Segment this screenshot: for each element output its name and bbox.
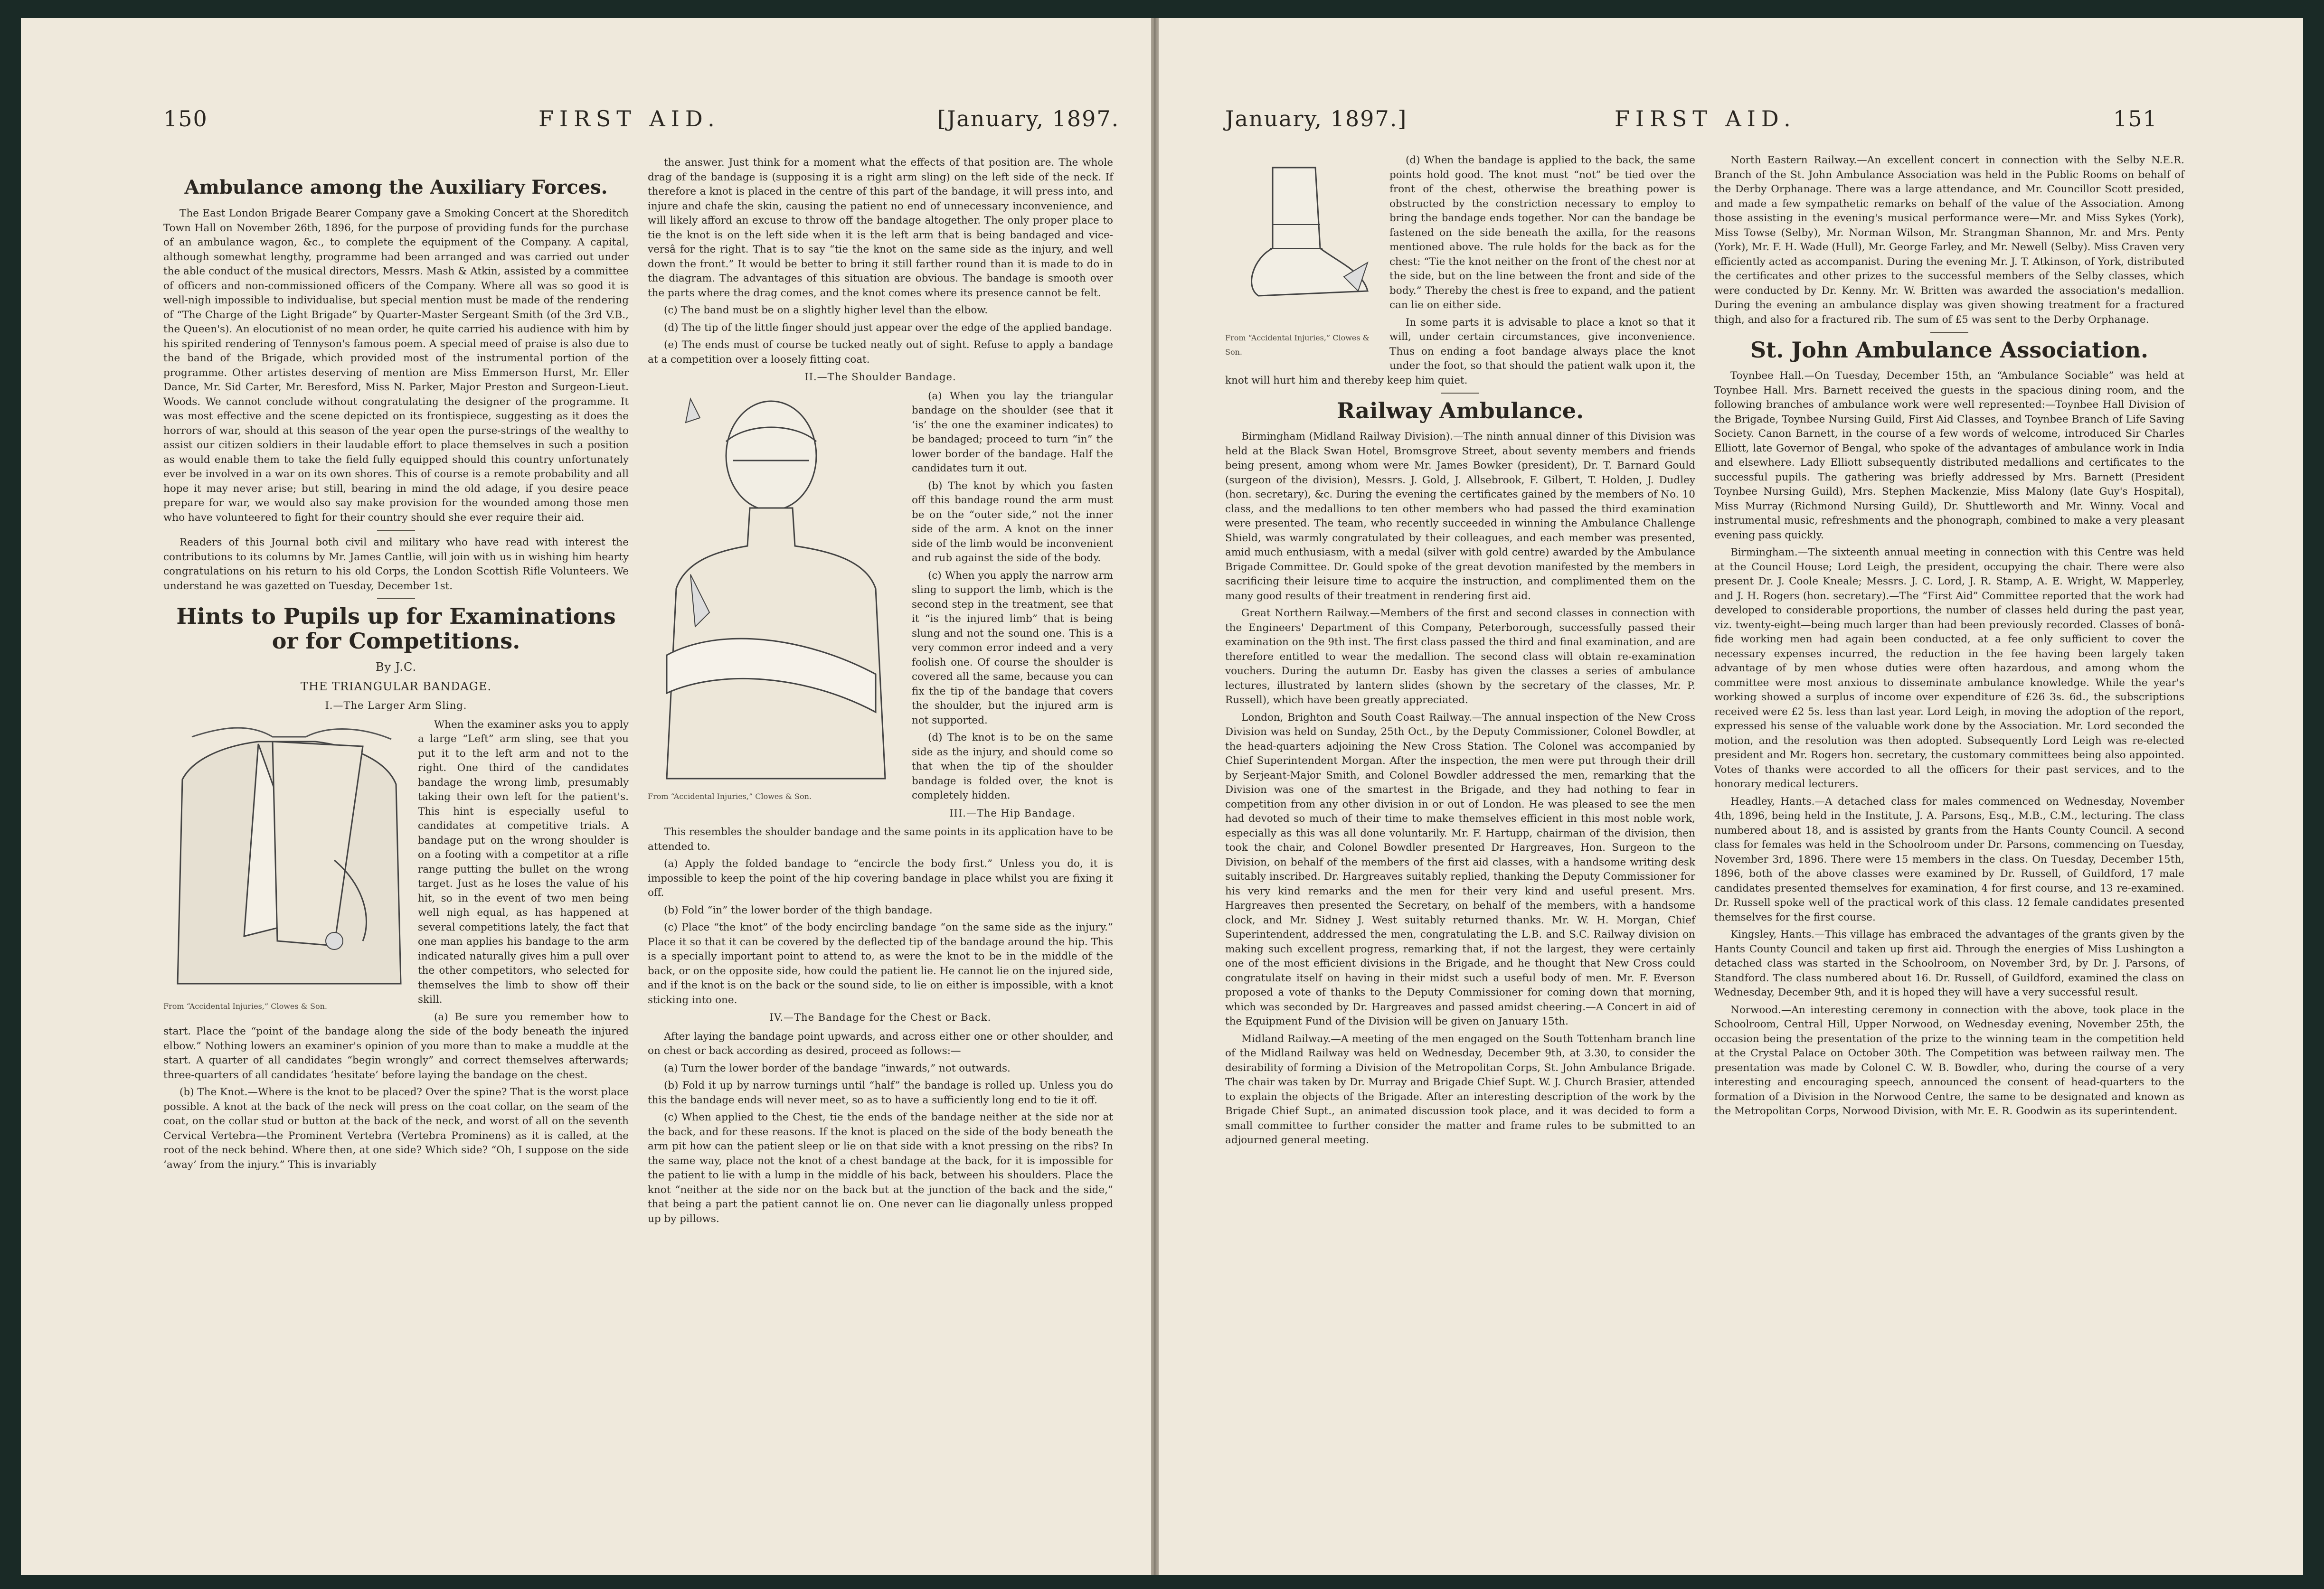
paragraph: When the examiner asks you to apply a large “Left” arm sling, see that you put it to the left arm and not to the right. One third of the candidates bandage the wrong limb, presumably taking their own left for the patient's. This hint is especially useful to candidates at competitive trials. A bandage put on the wrong shoulder is on a footing with a competitor at a rifle range putting the bullet on the wrong target. Just as he loses the value of his hit, so in the event of two men being well nigh equal, as has happened at several competitions lately, the fact that one man applies his bandage to the arm indicated naturally gives him a pull over the other competitors, who selected for themselves the limb to show off their skill. [418, 718, 629, 1006]
paragraph: (b) Fold “in” the lower border of the thigh bandage. [664, 904, 933, 916]
figure-foot-bandage [1225, 153, 1382, 365]
paragraph: (a) Be sure you remember how to start. Place the “point of the bandage along the side of the body beneath the injured elbow.” Nothing lowers an examiner's opinion of you more than to make a muddle at the start. A quarter of all candidates “begin wrongly” and correct themselves afterwards; three-quarters of all candidates ‘hesitate’ before laying the bandage on the chest. [163, 1011, 629, 1081]
paragraph: Great Northern Railway.—Members of the first and second classes in connection with the Engineers' Department of this Company, Peterborough, successfully passed their examination on the 9th inst. The first class passed the third and final examination, and are therefore entitled to wear the medallion. The second class will obtain re-examination vouchers. During the autumn Dr. Easby has given the classes a series of ambulance lectures, illustrated by lantern slides (shown by the secretary of the classes, Mr. P. Russell), which have been greatly appreciated. [1225, 607, 1695, 706]
paragraph: (d) The tip of the little finger should just appear over the edge of the applied bandage. [664, 321, 1112, 334]
paragraph: Birmingham.—The sixteenth annual meeting in connection with this Centre was held at the Council House; Lord Leigh, the president, occupying the chair. There were also present Dr. J. Coole Kneale; Messrs. J. C. Lord, J. R. Stamp, A. E. Wright, W. Mapperley, and J. H. Rogers (hon. secretary).—The “First Aid” Committee reported that the work had developed to considerable proportions, the number of classes held during the past year, viz. twenty-eight—being much larger than had been previously recorded. Classes of bonâ-fide working men had again been conducted, at a fee only sufficient to cover the necessary expenses incurred, the reduction in the fee having been largely taken advantage of by men whose duties were often hazardous, and among whom the committee were most anxious to disseminate ambulance knowledge. While the year's working showed a surplus of income over expenditure of £26 3s. 6d., the subscriptions received were £2 5s. less than last year. Lord Leigh, in moving the adoption of the report, expressed his sense of the valuable work done by the Association. Mr. Lord seconded the motion, and the resolution was then adopted. Subsequently Lord Leigh was re-elected president and Mr. Rogers hon. secretary, the customary committees being also appointed. Votes of thanks were accorded to all the officers for their past services, and to the honorary medical lecturers. [1714, 546, 2184, 790]
article-heading: Railway Ambulance. [1336, 398, 1584, 423]
paragraph: Headley, Hants.—A detached class for males commenced on Wednesday, November 4th, 1896, being held in the Institute, J. A. Parsons, Esq., M.B., C.M., lecturing. The class numbered about 18, and is assisted by grants from the Hants County Council. A second class for females was held in the Schoolroom under Dr. Parsons, commencing on Tuesday, November 3rd, 1896. There were 15 members in the class. On Tuesday, December 15th, 1896, both of the above classes were examined by Dr. Russell, of Guildford, 17 male candidates presented themselves for examination, 4 for first course, and 13 re-examined. Dr. Russell spoke well of the practical work of this class. 12 female candidates presented themselves for the first course. [1714, 795, 2184, 923]
paragraph: (d) The knot is to be on the same side as the injury, and should come so that when the tip of the shoulder bandage is folded over, the knot is completely hidden. [912, 732, 1113, 801]
issue-date: [January, 1897. [937, 106, 1120, 132]
section-heading: III.—The Hip Bandage. [949, 807, 1076, 819]
journal-title: FIRST AID. [538, 106, 720, 132]
paragraph: (d) When the bandage is applied to the back, the same points hold good. The knot must “not” be tied over the front of the chest, otherwise the breathing power is obstructed by the constriction necessary to employ to bring the bandage ends together. Nor can the bandage be fastened on the side beneath the axilla, for the reasons mentioned above. The rule holds for the back as for the chest: “Tie the knot neither on the front of the chest nor at the side, but on the line between the front and side of the body.” Thereby the chest is free to expand, and the patient can lie on either side. [1389, 154, 1695, 311]
paragraph: London, Brighton and South Coast Railway.—The annual inspection of the New Cross Division was held on Sunday, 25th Oct., by the Deputy Commissioner, Colonel Bowdler, at the head-quarters adjoining the New Cross Station. The Colonel was accompanied by Chief Superintendent Morgan. After the inspection, the men were put through their drill by Serjeant-Major Smith, and Colonel Bowdler addressed the men, remarking that the Division was one of the smartest in the Brigade, and they had nothing to fear in competition from any other division in or out of London. He was pleased to see the men had devoted so much of their time to make themselves efficient in this most noble work, especially as this was all done voluntarily. Mr. F. Hartupp, chairman of the division, then took the chair, and Colonel Bowdler presented Dr Hargreaves, Hon. Surgeon to the Division, on behalf of the members of the first aid classes, with a handsome writing desk suitably inscribed. Dr. Hargreaves suitably replied, thanking the Deputy Commissioner for his very kind remarks and the men for their very kind and useful present. Mrs. Hargreaves then presented the Secretary, on behalf of the members, with a handsome clock, and Mr. Sidney J. West suitably returned thanks. Mr. W. H. Morgan, Chief Superintendent, addressed the men, congratulating the L.B. and S.C. Railway division on making such excellent progress, remarking that, if not the largest, they were certainly one of the most efficient divisions in the Brigade, and he thought that New Cross could congratulate itself on having in their midst such a useful body of men. Mr. F. Everson proposed a vote of thanks to the Deputy Commissioner for coming down that morning, which was seconded by Dr. Hargreaves and passed amidst cheering.—A Concert in aid of the Equipment Fund of the Division will be given on January 15th. [1225, 711, 1695, 1027]
section-heading: IV.—The Bandage for the Chest or Back. [769, 1012, 992, 1023]
right-column-1 [1225, 153, 1695, 1151]
figure-arm-sling [163, 718, 410, 1019]
paragraph: (c) Place “the knot” of the body encircling bandage “on the same side as the injury.” Place it so that it can be covered by the deflected tip of the bandage around the hip. This is a specially important point to attend to, as were the knot to be in the middle of the back, or on the opposite side, how could the patient lie. He cannot lie on the injured side, and if the knot is on the back or the sound side, to lie on either is impossible, with a knot sticking into one. [648, 921, 1113, 1006]
figure-caption: From “Accidental Injuries,” Clowes & Son. [648, 792, 812, 801]
paragraph: Kingsley, Hants.—This village has embraced the advantages of the grants given by the Hants County Council and taken up first aid. Through the energies of Miss Lushington a detached class was started in the Schoolroom, on November 3rd, by Dr. J. Parsons, of Standford. The class numbered about 16. Dr. Russell, of Guildford, examined the class on Wednesday, December 9th, and it is hoped they will have a very successful result. [1714, 929, 2184, 998]
paragraph: (b) Fold it up by narrow turnings until “half” the bandage is rolled up. Unless you do this the bandage ends will never meet, so as to have a sufficiently long end to tie it off. [648, 1080, 1113, 1106]
shoulder-bandage-illustration [648, 389, 904, 783]
divider [1441, 393, 1479, 394]
figure-shoulder-bandage [648, 389, 904, 809]
page-number: 151 [2113, 106, 2158, 132]
paragraph: (c) When you apply the narrow arm sling to support the limb, which is the second step in the treatment, see that it “is the injured limb” that is being slung and not the sound one. This is a very common error indeed and a very foolish one. Of course the shoulder is covered all the same, because you can fix the tip of the bandage that covers the shoulder, but the injured arm is not supported. [912, 569, 1113, 726]
foot-bandage-illustration [1225, 153, 1382, 324]
paragraph: (a) When you lay the triangular bandage on the shoulder (see that it ‘is’ the one the examiner indicates) to be bandaged; proceed to turn “in” the lower border of the bandage. Half the candidates turn it out. [912, 390, 1113, 474]
paragraph: (a) Turn the lower border of the bandage “inwards,” not outwards. [664, 1062, 1011, 1074]
paragraph: After laying the bandage point upwards, and across either one or other shoulder, and on chest or back according as desired, proceed as follows:— [648, 1030, 1113, 1057]
byline: By J.C. [375, 660, 417, 674]
journal-title: FIRST AID. [1615, 106, 1796, 132]
left-page [21, 18, 1151, 1575]
right-column-2 [1714, 153, 2184, 1122]
paragraph: (a) Apply the folded bandage to “encircle the body first.” Unless you do, it is impossible to keep the point of the hip covering bandage in place whilst you are fixing it off. [648, 858, 1113, 899]
paragraph: Readers of this Journal both civil and military who have read with interest the contributions to its columns by Mr. James Cantlie, will join with us in wishing him hearty congratulations on his return to his old Corps, the London Scottish Rifle Volunteers. We understand he was gazetted on Tuesday, December 1st. [163, 536, 629, 592]
paragraph: This resembles the shoulder bandage and the same points in its application have to be attended to. [648, 826, 1113, 853]
article-heading: Hints to Pupils up for Examinations or for Competitions. [176, 603, 616, 654]
paragraph: (e) The ends must of course be tucked neatly out of sight. Refuse to apply a bandage at a competition over a loosely fitting coat. [648, 339, 1113, 366]
section-heading: II.—The Shoulder Bandage. [804, 371, 956, 383]
article-subtitle: THE TRIANGULAR BANDAGE. [300, 679, 492, 693]
paragraph: Norwood.—An interesting ceremony in connection with the above, took place in the Schoolroom, Central Hill, Upper Norwood, on Wednesday evening, November 25th, the occasion being the presentation of the prize to the winning team in the competition held at the Crystal Palace on October 30th. The Competition was between railway men. The presentation was made by Colonel C. W. B. Bowdler, who, during the course of a very interesting and encouraging speech, announced the consent of head-quarters to the formation of a Division in the Norwood Centre, the same to be designated and known as the Metropolitan Corps, Norwood Division, with Mr. E. R. Goodwin as its superintendent. [1714, 1004, 2184, 1117]
paragraph: Toynbee Hall.—On Tuesday, December 15th, an “Ambulance Sociable” was held at Toynbee Hall. Mrs. Barnett received the guests in the spacious dining room, and the following branches of ambulance work were well represented:—Toynbee Hall Division of the Brigade, Toynbee Nursing Guild, First Aid Classes, and Toynbee Branch of Life Saving Society. Canon Barnett, in the course of a few words of welcome, introduced Sir Charles Elliott, late Governor of Bengal, who spoke of the advantages of ambulance work in India and elsewhere. Lady Elliott subsequently distributed medallions and certificates to the successful pupils. The gathering was briefly addressed by Mrs. Barnett (President Toynbee Nursing Guild), Mrs. Stephen Mackenzie, Miss Malony (late Guy's Hospital), Miss Murray (Richmond Nursing Guild), Dr. Shuttleworth and Mr. Winny. Vocal and instrumental music, refreshments and the phonograph, combined to make a very pleasant evening pass quickly. [1714, 370, 2184, 541]
article-heading: Ambulance among the Auxiliary Forces. [184, 176, 608, 198]
left-column-1 [163, 172, 629, 1175]
right-page [1159, 18, 2303, 1575]
page-number: 150 [163, 106, 208, 132]
divider [377, 530, 415, 531]
divider [377, 598, 415, 599]
paragraph: Birmingham (Midland Railway Division).—The ninth annual dinner of this Division was held at the Black Swan Hotel, Bromsgrove Street, about seventy members and friends being present, among whom were Mr. James Bowker (president), Dr. T. Barnard Gould (surgeon of the division), Messrs. J. Gold, J. Allsebrook, F. Gilbert, T. Holden, J. Dudley (hon. secretary), &c. During the evening the certificates gained by the members of No. 10 class, and the medallions to ten other members who had passed the third examination were presented. The team, who recently succeeded in winning the Ambulance Challenge Shield, was warmly congratulated by their colleagues, and each member was presented, amid much enthusiasm, with a medal (silver with gold centre) awarded by the Ambulance Brigade Committee. Dr. Gould spoke of the great devotion manifested by the members in sacrificing their leisure time to acquire the instruction, and complimented them on the many good results of their treatment in rendering first aid. [1225, 431, 1695, 602]
divider [1930, 332, 1968, 333]
arm-sling-illustration [163, 718, 410, 993]
issue-date: January, 1897.] [1225, 106, 1408, 132]
paragraph: (b) The knot by which you fasten off this bandage round the arm must be on the “outer side,” not the inner side of the arm. A knot on the inner side of the limb would be inconvenient and rub against the side of the body. [912, 480, 1113, 564]
paragraph: (b) The Knot.—Where is the knot to be placed? Over the spine? That is the worst place possible. A knot at the back of the neck will press on the coat collar, on the seam of the coat, on the collar stud or button at the back of the neck, and worst of all on the seventh Cervical Vertebra—the Prominent Vertebra (Vertebra Prominens) as it is called, at the root of the neck behind. Where then, at one side? Which side? “Oh, I suppose on the side ‘away’ from the injury.” This is invariably [163, 1086, 629, 1171]
figure-caption: From “Accidental Injuries,” Clowes & Son. [1225, 333, 1370, 357]
paragraph: In some parts it is advisable to place a knot so that it will, under certain circumstances, give inconvenience. Thus on ending a foot bandage always place the knot under the foot, so that should the patient walk upon it, the knot will hurt him and thereby keep him quiet. [1225, 316, 1695, 386]
figure-caption: From “Accidental Injuries,” Clowes & Son. [163, 1002, 327, 1011]
article-heading: St. John Ambulance Association. [1750, 337, 2149, 363]
paragraph: The East London Brigade Bearer Company gave a Smoking Concert at the Shoreditch Town Hall on November 26th, 1896, for the purpose of providing funds for the purchase of an ambulance wagon, &c., to complete the equipment of the Company. A capital, although somewhat lengthy, programme had been arranged and was carried out under the able conduct of the musical directors, Messrs. Mash & Atkin, assisted by a committee of officers and non-commissioned officers of the Company. Where all was so good it is well-nigh impossible to individualise, but special mention must be made of the rendering of “The Charge of the Light Brigade” by Quarter-Master Sergeant Smith (of the 3rd V.B., the Queen's). An elocutionist of no mean order, he quite carried his audience with him by his spirited rendering of Tennyson's famous poem. A special meed of praise is also due to the band of the Brigade, which provided most of the instrumental portion of the programme. Other artistes deserving of mention are Miss Emmerson Hurst, Mr. Eller Dance, Mr. Sid Carter, Mr. Beresford, Miss N. Parker, Major Preston and Surgeon-Lieut. Woods. We cannot conclude without congratulating the designer of the programme. It was most effective and the scene depicted on its frontispiece, suggesting as it does the horrors of war, should at this season of the year open the purse-strings of the wealthy to assist our citizen soldiers in their laudable effort to place themselves in such a position as would enable them to take the field fully equipped should this country unfortunately ever be involved in a war on its own shores. This of course is a remote probability and all hope it may never arise; but still, bearing in mind the old adage, if you desire peace prepare for war, we would also say make provision for the wounded among those men who have volunteered to fight for their country should she ever require their aid. [163, 207, 629, 524]
paragraph: the answer. Just think for a moment what the effects of that position are. The whole drag of the bandage is (supposing it is a right arm sling) on the left side of the neck. If therefore a knot is placed in the centre of this part of the bandage, it will press into, and injure and chafe the skin, causing the patient no end of unnecessary inconvenience, and will likely afford an excuse to throw off the bandage altogether. The only proper place to tie the knot is on the left side when it is the left arm that is being bandaged and vice-versâ for the right. That is to say “tie the knot on the same side as the injury, and well down the front.” It would be better to bring it still farther round than it is made to do in the diagram. The advantages of this situation are obvious. The bandage is smooth over the parts where the drag comes, and the knot comes where its presence cannot be felt. [648, 157, 1113, 299]
section-heading: I.—The Larger Arm Sling. [325, 700, 467, 711]
left-column-2 [648, 156, 1113, 1229]
paragraph: Midland Railway.—A meeting of the men engaged on the South Tottenham branch line of the Midland Railway was held on Wednesday, December 9th, at 3.30, to consider the desirability of forming a Division of the Metropolitan Corps, St. John Ambulance Brigade. The chair was taken by Dr. Murray and Brigade Chief Supt. W. J. Church Brasier, attended to explain the objects of the Brigade. After an interesting description of the work by the Brigade Chief Supt., an animated discussion took place, and it was decided to form a small committee to further consider the matter and frame rules to be submitted to an adjourned general meeting. [1225, 1033, 1695, 1146]
paragraph: (c) When applied to the Chest, tie the ends of the bandage neither at the side nor at the back, and for these reasons. If the knot is placed on the side of the body beneath the arm pit how can the patient sleep or lie on that side with a knot pressing on the ribs? In the same way, place not the knot of a chest bandage at the back, for it is impossible for the patient to lie with a lump in the middle of his back, between his shoulders. Place the knot “neither at the side nor on the back but at the junction of the back and the side,” that being a part the patient cannot lie on. One never can lie diagonally unless propped up by pillows. [648, 1111, 1113, 1225]
paragraph: North Eastern Railway.—An excellent concert in connection with the Selby N.E.R. Branch of the St. John Ambulance Association was held in the Public Rooms on behalf of the Derby Orphanage. There was a large attendance, and Mr. Councillor Scott presided, and made a few sympathetic remarks on behalf of the value of the Association. Among those assisting in the evening's musical performance were—Mr. and Miss Sykes (York), Miss Towse (Selby), Mr. Norman Wilson, Mr. Strangman Shannon, Mr. and Mrs. Penty (York), Mr. F. H. Wade (Hull), Mr. George Farley, and Mr. Newell (Selby). Miss Craven very efficiently acted as accompanist. During the evening Mr. J. T. Atkinson, of York, distributed the certificates and other prizes to the successful members of the Selby classes, which were conducted by Dr. Kenny. Mr. W. Britten was awarded the association's medallion. During the evening an ambulance display was given showing treatment for a fractured thigh, and also for a fractured rib. The sum of £5 was sent to the Derby Orphanage. [1714, 154, 2184, 326]
paragraph: (c) The band must be on a slightly higher level than the elbow. [664, 304, 988, 316]
